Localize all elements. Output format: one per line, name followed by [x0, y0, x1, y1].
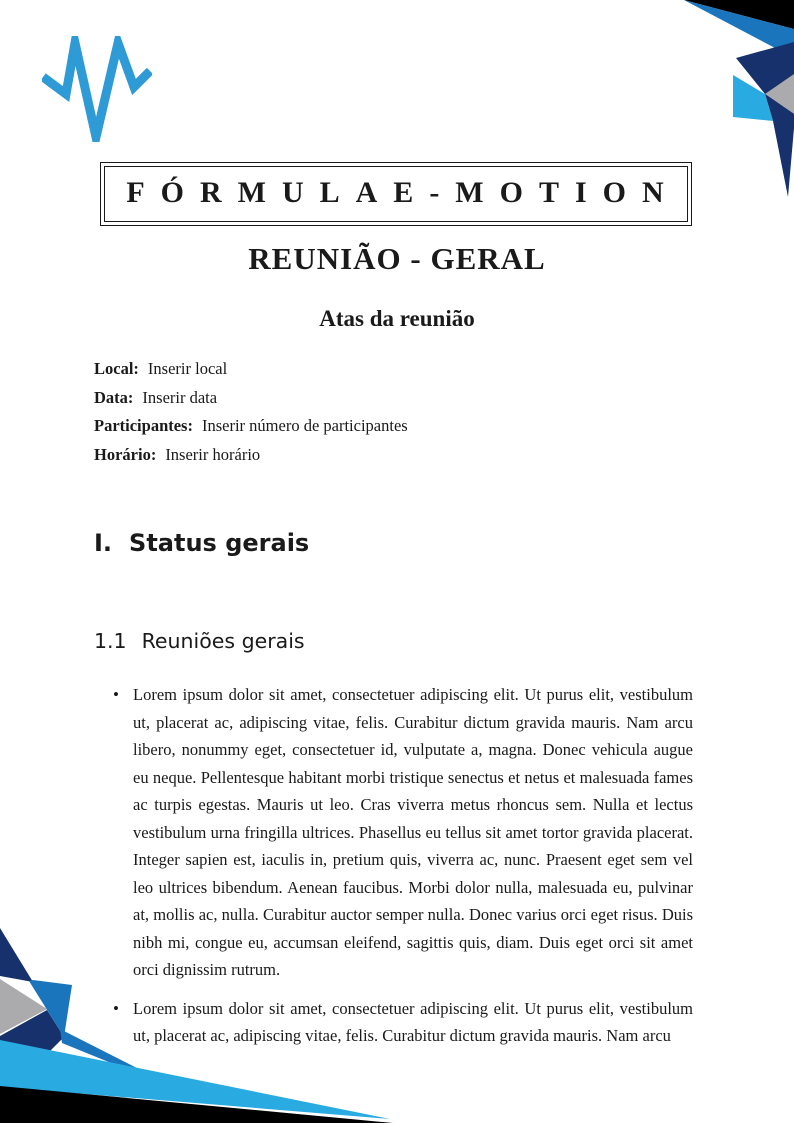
document-subtitle: Atas da reunião: [319, 306, 475, 331]
pulse-logo-icon: [42, 36, 152, 142]
section-number: I.: [94, 529, 113, 557]
meta-label: Local:: [94, 359, 139, 378]
section-heading: [94, 529, 309, 557]
meta-field-data: [94, 384, 408, 413]
company-title-box: [100, 162, 692, 226]
meta-field-horario: [94, 441, 408, 470]
meta-field-participantes: [94, 412, 408, 441]
meta-label: Data:: [94, 387, 134, 407]
bullet-list: [94, 681, 700, 1061]
subsection-heading: [94, 629, 305, 653]
meta-value: Inserir horário: [165, 444, 261, 464]
list-item: [94, 681, 700, 984]
subsection-title: Reuniões gerais: [141, 629, 305, 653]
list-item-text: Lorem ipsum dolor sit amet, consectetuer adipiscing elit. Ut purus elit, vestibulum ut, placerat ac, adipiscing vitae, felis. Curabitur dictum gravida mauris. Nam arcu libero, nonummy eget, consectetuer id, vulputate a, magna. Donec vehicula augue eu neque. Pellentesque habitant morbi tristique senectus et netus et malesuada fames ac turpis egestas. Mauris ut leo. Cras viverra metus rhoncus sem. Nulla et lectus vestibulum urna fringilla ultrices. Phasellus eu tellus sit amet tortor gravida placerat. Integer sapien est, iaculis in, pretium quis, viverra ac, nunc. Praesent eget sem vel leo ultrices bibendum. Aenean faucibus. Morbi dolor nulla, malesuada eu, pulvinar at, mollis ac, nulla. Curabitur auctor semper nulla. Donec varius orci eget risus. Duis nibh mi, congue eu, accumsan eleifend, sagittis quis, diam. Duis eget orci sit amet orci dignissim rutrum.: [133, 685, 693, 979]
meta-fields: [94, 355, 408, 469]
meta-value: Inserir número de participantes: [201, 416, 408, 435]
company-title: FÓRMULAE-MOTION: [104, 166, 688, 222]
bullet-icon: •: [113, 998, 119, 1018]
meta-value: Inserir data: [142, 387, 218, 407]
document-title: REUNIÃO - GERAL: [248, 241, 546, 276]
list-item-text: Lorem ipsum dolor sit amet, consectetuer adipiscing elit. Ut purus elit, vestibulum ut, placerat ac, adipiscing vitae, felis. Curabitur dictum gravida mauris. Nam arcu: [133, 998, 693, 1045]
meta-value: Inserir local: [147, 359, 228, 378]
list-item: [94, 995, 700, 1050]
section-title: Status gerais: [129, 529, 310, 557]
subsection-number: 1.1: [94, 629, 127, 653]
meta-label: Participantes:: [94, 416, 193, 435]
meta-label: Horário:: [94, 444, 157, 464]
meta-field-local: [94, 355, 408, 384]
bullet-icon: •: [113, 685, 119, 704]
